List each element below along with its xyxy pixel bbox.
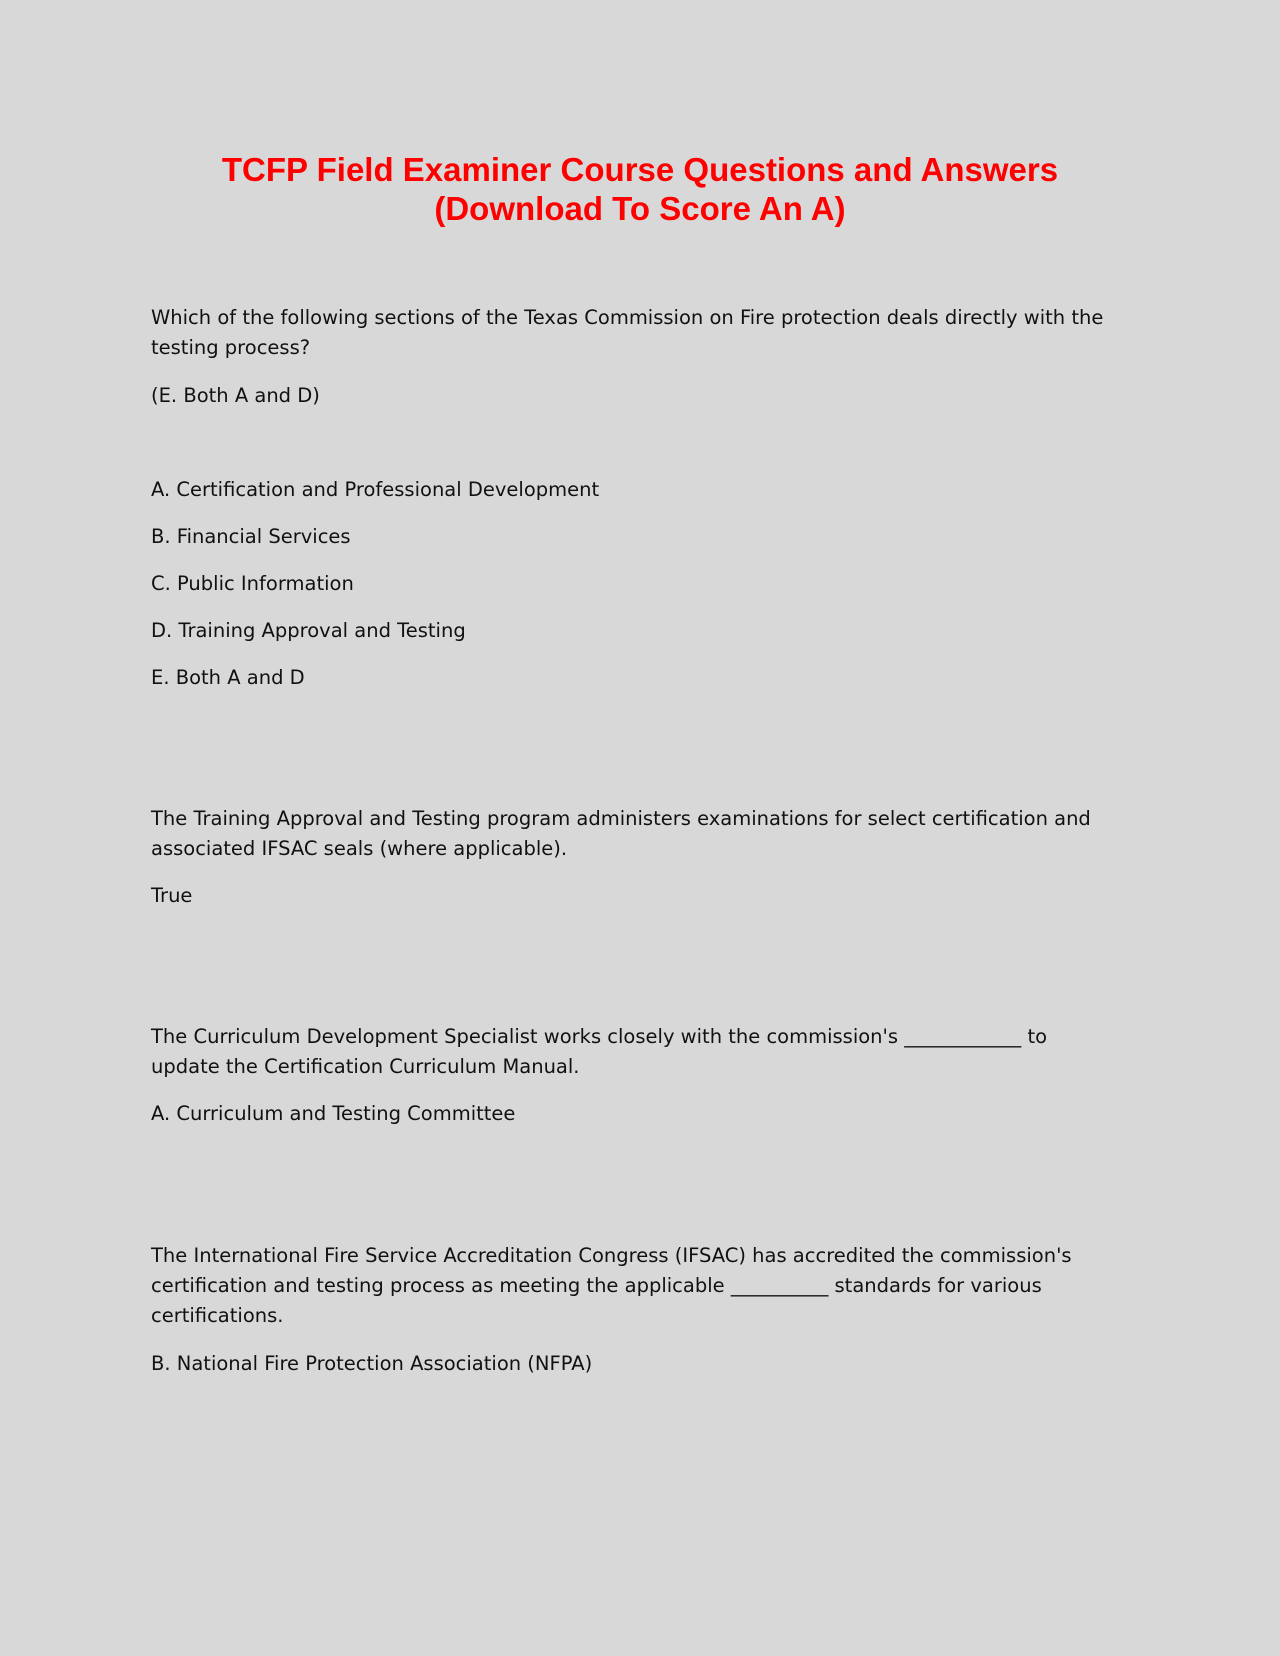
document-title-line-1: TCFP Field Examiner Course Questions and Answers	[221, 151, 1059, 188]
question-1-option-b: B. Financial Services	[151, 525, 351, 548]
question-3-text: The Curriculum Development Specialist works closely with the commission's ____________ to update the Certification Curriculum Manual.	[151, 1025, 1048, 1078]
question-1-answer: (E. Both A and D)	[151, 384, 320, 407]
question-3-answer: A. Curriculum and Testing Committee	[151, 1102, 516, 1125]
question-2-text: The Training Approval and Testing program administers examinations for select certification and associated IFSAC seals (where applicable).	[151, 807, 1091, 860]
question-1-text: Which of the following sections of the Texas Commission on Fire protection deals directly with the testing process?	[151, 306, 1104, 359]
question-4-answer: B. National Fire Protection Association (NFPA)	[151, 1352, 593, 1375]
question-4-text: The International Fire Service Accreditation Congress (IFSAC) has accredited the commission's certification and testing process as meeting the applicable __________ standards for various certifications.	[151, 1244, 1072, 1327]
document-title-line-2: (Download To Score An A)	[434, 190, 846, 227]
question-1-option-e: E. Both A and D	[151, 666, 305, 689]
question-1-option-a: A. Certification and Professional Development	[151, 478, 600, 501]
question-1-option-c: C. Public Information	[151, 572, 354, 595]
question-1-option-d: D. Training Approval and Testing	[151, 619, 466, 642]
question-2-answer: True	[151, 884, 193, 907]
